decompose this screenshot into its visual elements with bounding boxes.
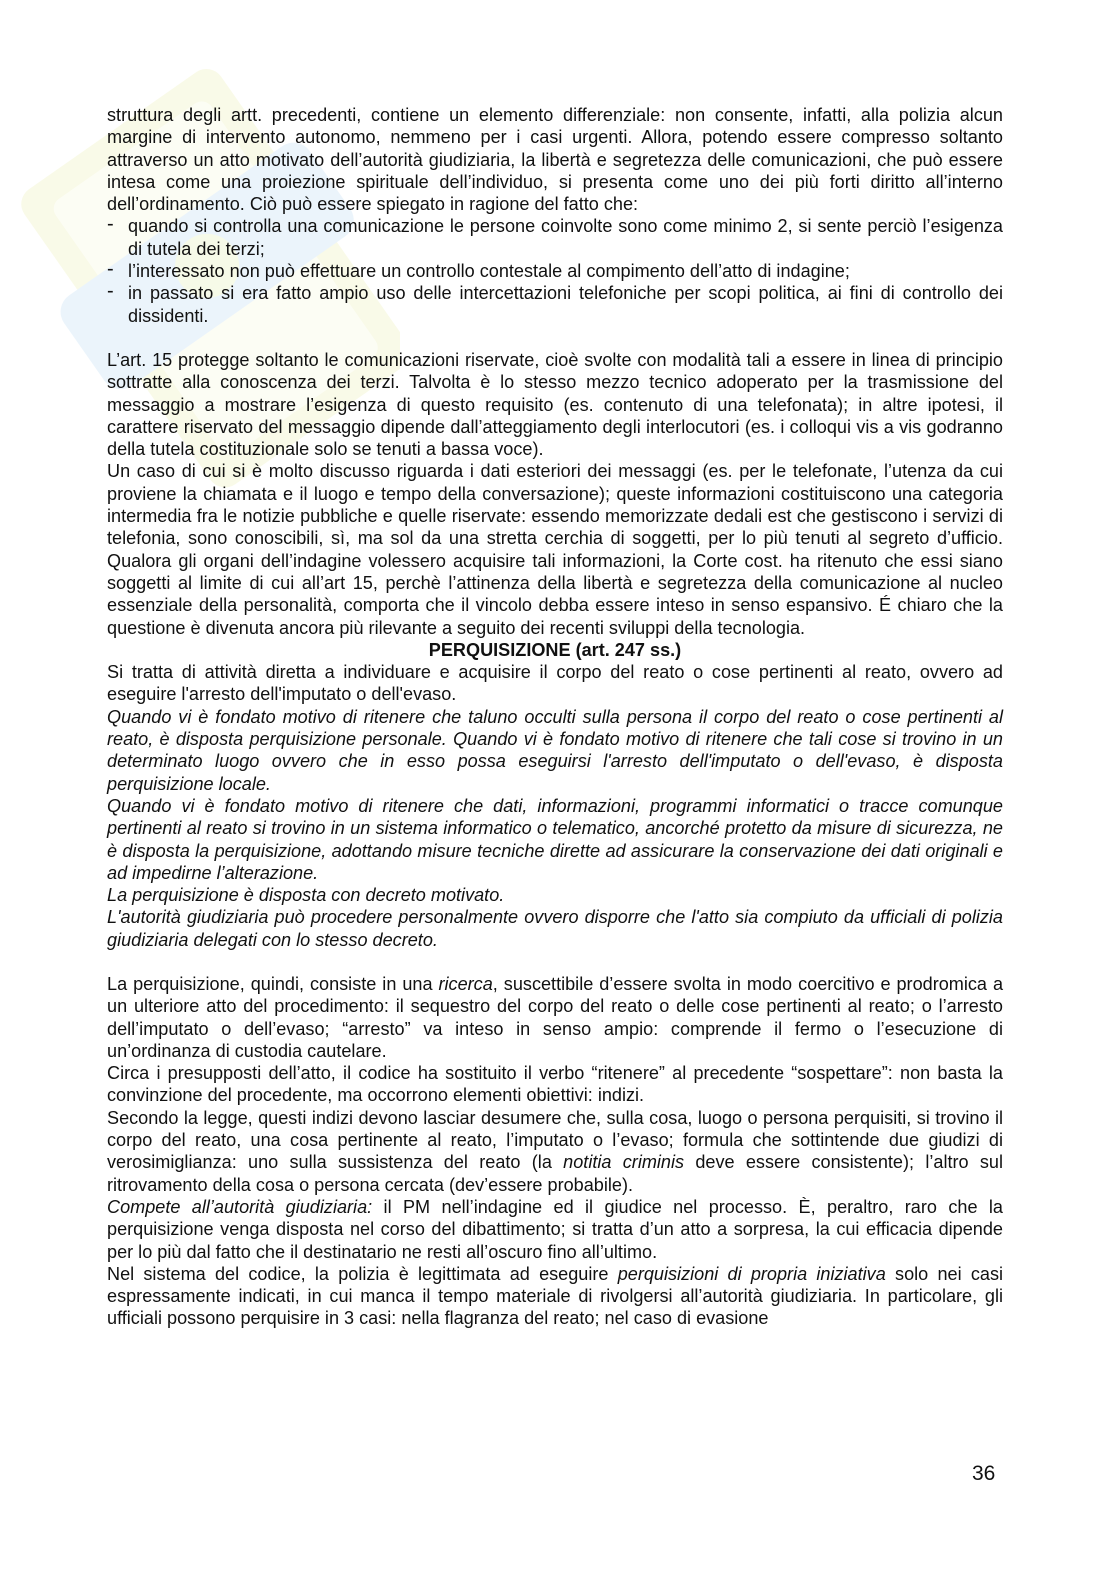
paragraph: L’art. 15 protegge soltanto le comunicazioni riservate, cioè svolte con modalità tali a essere in linea di principio sottratte alla conoscenza dei terzi. Talvolta è lo stesso mezzo tecnico adoperato per la trasmissione del messaggio a mostrare l’esigenza di questo requisito (es. contenuto di una telefonata); in altre ipotesi, il carattere riservato del messaggio dipende dall’atteggiamento degli interlocutori (es. i colloqui vis a vis godranno della tutela costituzionale solo se tenuti a bassa voce). — [107, 349, 1003, 460]
italic-quote: Quando vi è fondato motivo di ritenere che taluno occulti sulla persona il corpo del reato o cose pertinenti al reato, è disposta perquisizione personale. Quando vi è fondato motivo di ritenere che tali cose si trovino in un determinato luogo ovvero che in esso possa eseguirsi l'arresto dell'imputato o dell'evaso, è disposta perquisizione locale. — [107, 706, 1003, 794]
text-run-italic: ricerca — [438, 973, 493, 994]
text-run: La perquisizione, quindi, consiste in una — [107, 973, 439, 994]
italic-quote: Quando vi è fondato motivo di ritenere che dati, informazioni, programmi informatici o tracce comunque pertinenti al reato si trovino in un sistema informatico o telematico, ancorché protetto da misure di sicurezza, ne è disposta la perquisizione, adottando misure tecniche dirette ad assicurare la conservazione dei dati originali e ad impedirne l’alterazione. — [107, 795, 1003, 883]
section-heading: PERQUISIZIONE (art. 247 ss.) — [428, 639, 682, 660]
bullet-list — [107, 215, 1003, 326]
paragraph — [107, 1263, 1003, 1330]
paragraph: Un caso di cui si è molto discusso riguarda i dati esteriori dei messaggi (es. per le telefonate, l’utenza da cui proviene la chiamata e il luogo e tempo della conversazione); queste informazioni costituiscono una categoria intermedia fra le notizie pubbliche e quelle riservate: essendo memorizzate dedali est che gestiscono i servizi di telefonia, sono conoscibili, sì, ma sol da una stretta cerchia di soggetti, per lo più tenuti al segreto d’ufficio. Qualora gli organi dell’indagine volessero acquisire tali informazioni, la Corte cost. ha ritenuto che essi siano soggetti al limite di cui all’art 15, perchè l’attinenza della libertà e segretezza della comunicazione al nucleo essenziale della personalità, comporta che il vincolo debba essere inteso in senso espansivo. É chiaro che la questione è divenuta ancora più rilevante a seguito dei recenti sviluppi della tecnologia. — [107, 461, 1003, 638]
bullet-item: - in passato si era fatto ampio uso delle intercettazioni telefoniche per scopi politica, ai fini di controllo dei dissidenti. — [107, 282, 1003, 327]
text-run: Nel sistema del codice, la polizia è legittimata ad eseguire — [107, 1263, 618, 1284]
text-run: solo nei casi espressamente indicati, in cui manca il tempo materiale di rivolgersi all’autorità giudiziaria. In particolare, gli ufficiali possono perquisire in 3 casi: nella flagranza del reato; nel caso di evasione — [107, 1263, 1004, 1329]
text-run: Secondo la legge, questi indizi devono lasciar desumere che, sulla cosa, luogo o persona perquisiti, si trovino il corpo del reato, una cosa pertinente al reato, l’imputato o l’evaso; formula che sottintende due giudizi di verosimiglianza: uno sulla sussistenza del reato (la — [107, 1107, 1003, 1173]
italic-quote: La perquisizione è disposta con decreto motivato. — [107, 885, 505, 906]
text-run-italic: notitia criminis — [563, 1152, 685, 1173]
bullet-item: - l’interessato non può effettuare un controllo contestale al compimento dell’atto di indagine; — [107, 260, 1003, 282]
paragraph — [107, 973, 1003, 1062]
paragraph: Circa i presupposti dell’atto, il codice ha sostituito il verbo “ritenere” al precedente “sospettare”: non basta la convinzione del procedente, ma occorrono elementi obiettivi: indizi. — [107, 1063, 1003, 1106]
page-number: 36 — [972, 1462, 996, 1485]
text-run: il PM nell’indagine ed il giudice nel processo. È, peraltro, raro che la perquisizione venga disposta nel corso del dibattimento; si tratta d’un atto a sorpresa, la cui efficacia dipende per lo più dal fatto che il destinatario ne resti all’oscuro fino all’ultimo. — [107, 1196, 1003, 1262]
text-run: , suscettibile d’essere svolta in modo coercitivo e prodromica a un ulteriore atto del procedimento: il sequestro del corpo del reato o delle cose pertinenti al reato; o l’arresto dell’imputato o dell’evaso; “arresto” va inteso in senso ampio: comprende il fermo o l’esecuzione di un’ordinanza di custodia cautelare. — [107, 973, 1004, 1061]
text-run-italic: perquisizioni di propria iniziativa — [617, 1263, 886, 1284]
paragraph — [107, 1196, 1003, 1263]
text-run-italic: Compete all’autorità giudiziaria: — [107, 1196, 373, 1217]
text-run: deve essere consistente); l’altro sul ritrovamento della cosa o persona cercata (dev’essere probabile). — [107, 1152, 1003, 1195]
paragraph: Si tratta di attività diretta a individuare e acquisire il corpo del reato o cose pertinenti al reato, ovvero ad eseguire l'arresto dell'imputato o dell'evaso. — [107, 662, 1003, 705]
italic-quote: L'autorità giudiziaria può procedere personalmente ovvero disporre che l'atto sia compiuto da ufficiali di polizia giudiziaria delegati con lo stesso decreto. — [107, 907, 1003, 950]
paragraph — [107, 1107, 1003, 1196]
document-page — [107, 104, 1003, 1330]
bullet-item: - quando si controlla una comunicazione le persone coinvolte sono come minimo 2, si sente perciò l’esigenza di tutela dei terzi; — [107, 215, 1003, 260]
paragraph: struttura degli artt. precedenti, contiene un elemento differenziale: non consente, infatti, alla polizia alcun margine di intervento autonomo, nemmeno per i casi urgenti. Allora, potendo essere compresso soltanto attraverso un atto motivato dell’autorità giudiziaria, la libertà e segretezza delle comunicazioni, che può essere intesa come una proiezione spirituale dell’individuo, si presenta come uno dei più forti diritto all’interno dell’ordinamento. Ciò può essere spiegato in ragione del fatto che: — [107, 105, 1003, 215]
